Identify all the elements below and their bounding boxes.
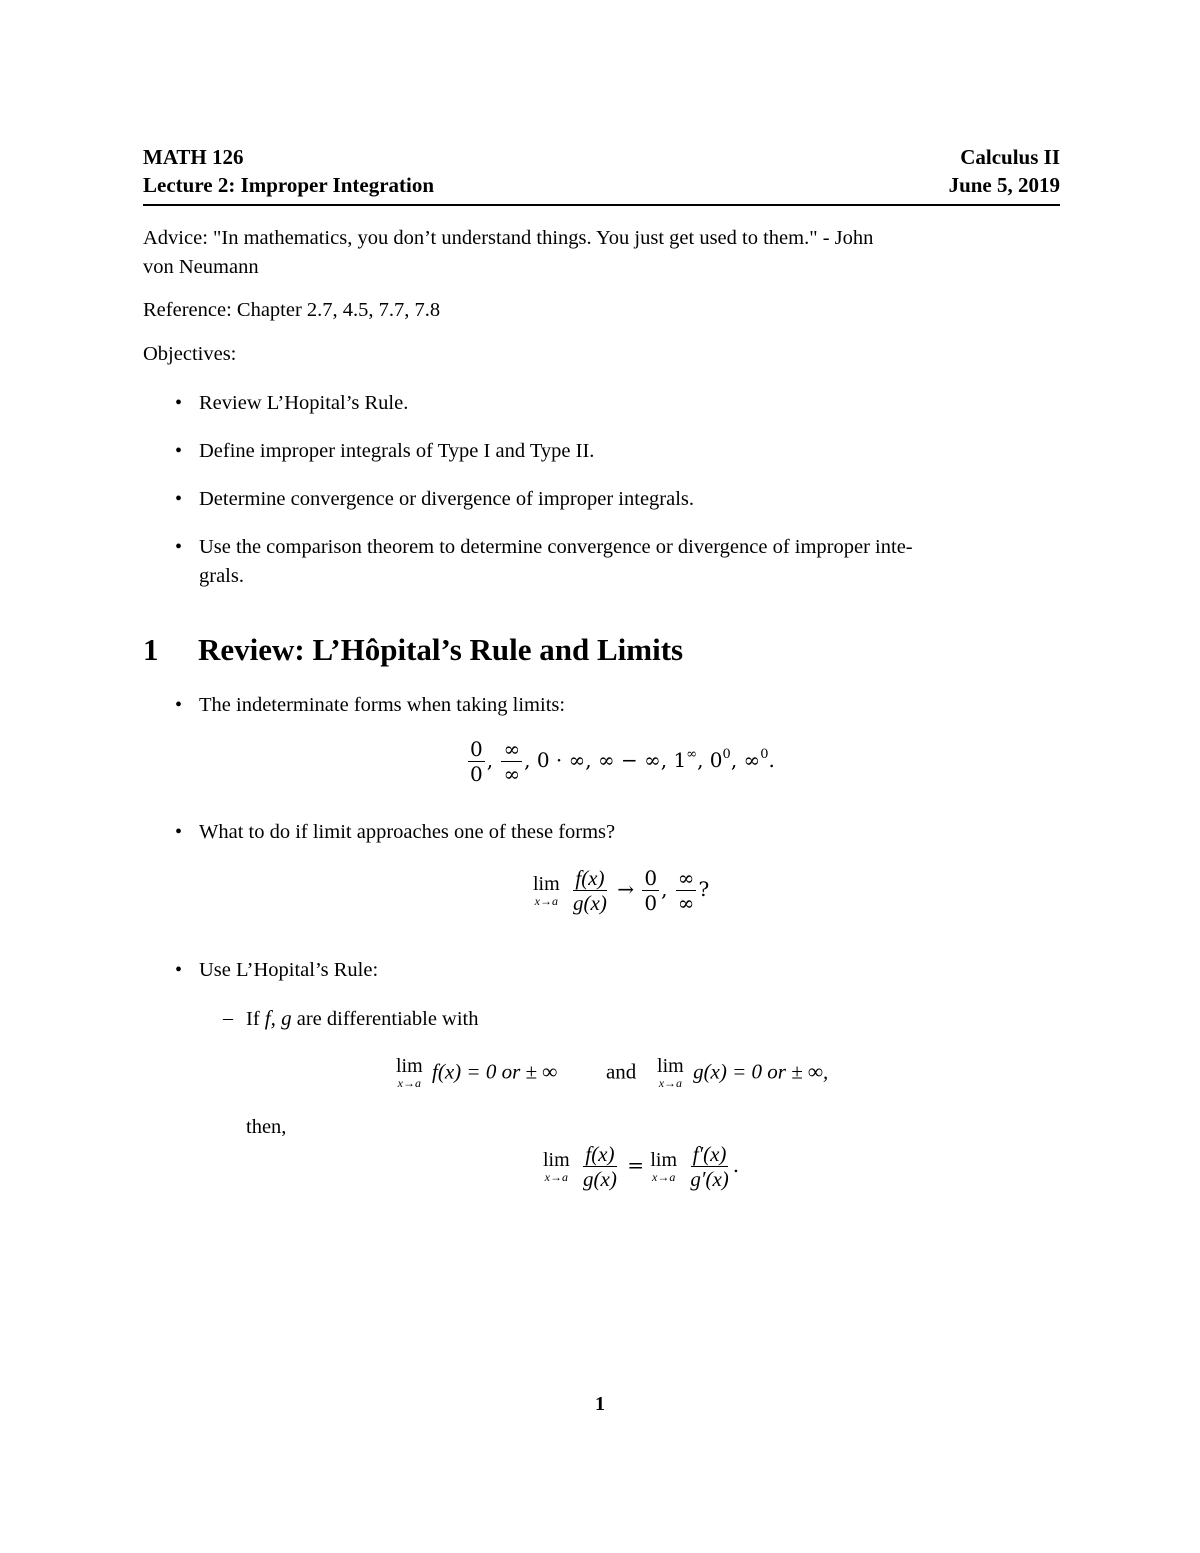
objective-item: Review L’Hopital’s Rule. <box>199 392 409 414</box>
function-vars: f, g <box>264 1006 292 1030</box>
advice-line-1: Advice: "In mathematics, you don’t understand things. You just get used to them." - John <box>143 227 874 249</box>
lhopital-rule-equation: lim x→a $\frac{f(x)}{g(x)}$ = lim x→a $\frac{f'(x)}{g'(x)}$ . <box>543 1142 740 1191</box>
then-label: then, <box>246 1116 287 1138</box>
bullet-icon: • <box>175 536 183 558</box>
sub-bullet: If f, g are differentiable with <box>246 1006 479 1030</box>
objectives-heading: Objectives: <box>143 343 237 365</box>
advice-paragraph <box>143 224 1060 282</box>
bullet-icon: • <box>175 488 183 510</box>
bullet-icon: • <box>175 440 183 462</box>
section-number: 1 <box>143 632 159 667</box>
fraction-f-over-g: $\frac{f(x)}{g(x)}$ <box>583 1142 617 1191</box>
section-bullet: Use L’Hopital’s Rule: <box>199 959 379 981</box>
objective-item: Define improper integrals of Type I and Type II. <box>199 440 595 462</box>
page-number: 1 <box>595 1393 605 1415</box>
limit-operator: lim x→a <box>650 1148 677 1184</box>
lecture-date: June 5, 2019 <box>948 173 1060 197</box>
objective-item-continuation: grals. <box>199 565 244 587</box>
indeterminate-forms-equation: $\frac{0}{0}$ , $\frac{\infty}{\infty}$ , 0 · ∞, ∞ − ∞, 1∞, $0^0$, ∞$^0$. <box>470 737 775 786</box>
limit-operator: lim x→a <box>543 1148 570 1184</box>
limit-form-equation: lim x→a $\frac{f(x)}{g(x)}$ → $\frac{0}{0}$ , $\frac{\infty}{\infty}$ ? <box>533 866 710 915</box>
course-subject: Calculus II <box>960 145 1060 169</box>
bullet-icon: • <box>175 694 183 716</box>
section-bullet: What to do if limit approaches one of these forms? <box>199 821 616 843</box>
section-heading <box>143 630 683 670</box>
objective-item <box>199 533 1060 591</box>
conditions-equation: lim x→a f(x) = 0 or ± ∞ and lim x→a g(x) = 0 or ± ∞, <box>396 1055 829 1090</box>
fraction-fprime-over-gprime: $\frac{f'(x)}{g'(x)}$ <box>690 1142 729 1191</box>
limit-operator: lim x→a <box>396 1055 423 1090</box>
limit-operator: lim x→a <box>657 1055 684 1090</box>
fraction-f-over-g: $\frac{f(x)}{g(x)}$ <box>573 866 607 915</box>
dash-icon: – <box>223 1007 233 1029</box>
fraction-zero-over-zero: $\frac{0}{0}$ <box>470 737 483 786</box>
section-bullet: The indeterminate forms when taking limits: <box>199 694 566 716</box>
objective-item: Determine convergence or divergence of improper integrals. <box>199 488 695 510</box>
fraction-inf-over-inf: $\frac{\infty}{\infty}$ <box>677 866 695 915</box>
fraction-inf-over-inf: $\frac{\infty}{\infty}$ <box>503 737 521 786</box>
reference-line: Reference: Chapter 2.7, 4.5, 7.7, 7.8 <box>143 299 441 321</box>
bullet-icon: • <box>175 821 183 843</box>
bullet-icon: • <box>175 392 183 414</box>
lecture-title: Lecture 2: Improper Integration <box>143 173 435 197</box>
section-title: Review: L’Hôpital’s Rule and Limits <box>198 632 684 667</box>
limit-operator: lim x→a <box>533 872 560 908</box>
header <box>143 143 1060 199</box>
fraction-zero-over-zero: $\frac{0}{0}$ <box>644 866 658 915</box>
bullet-icon: • <box>175 959 183 981</box>
objective-item-line: Use the comparison theorem to determine convergence or divergence of improper inte- <box>199 536 913 558</box>
arrow-symbol: → <box>617 877 634 901</box>
advice-line-2: von Neumann <box>143 256 259 278</box>
header-rule <box>143 204 1060 206</box>
course-code: MATH 126 <box>143 145 244 169</box>
